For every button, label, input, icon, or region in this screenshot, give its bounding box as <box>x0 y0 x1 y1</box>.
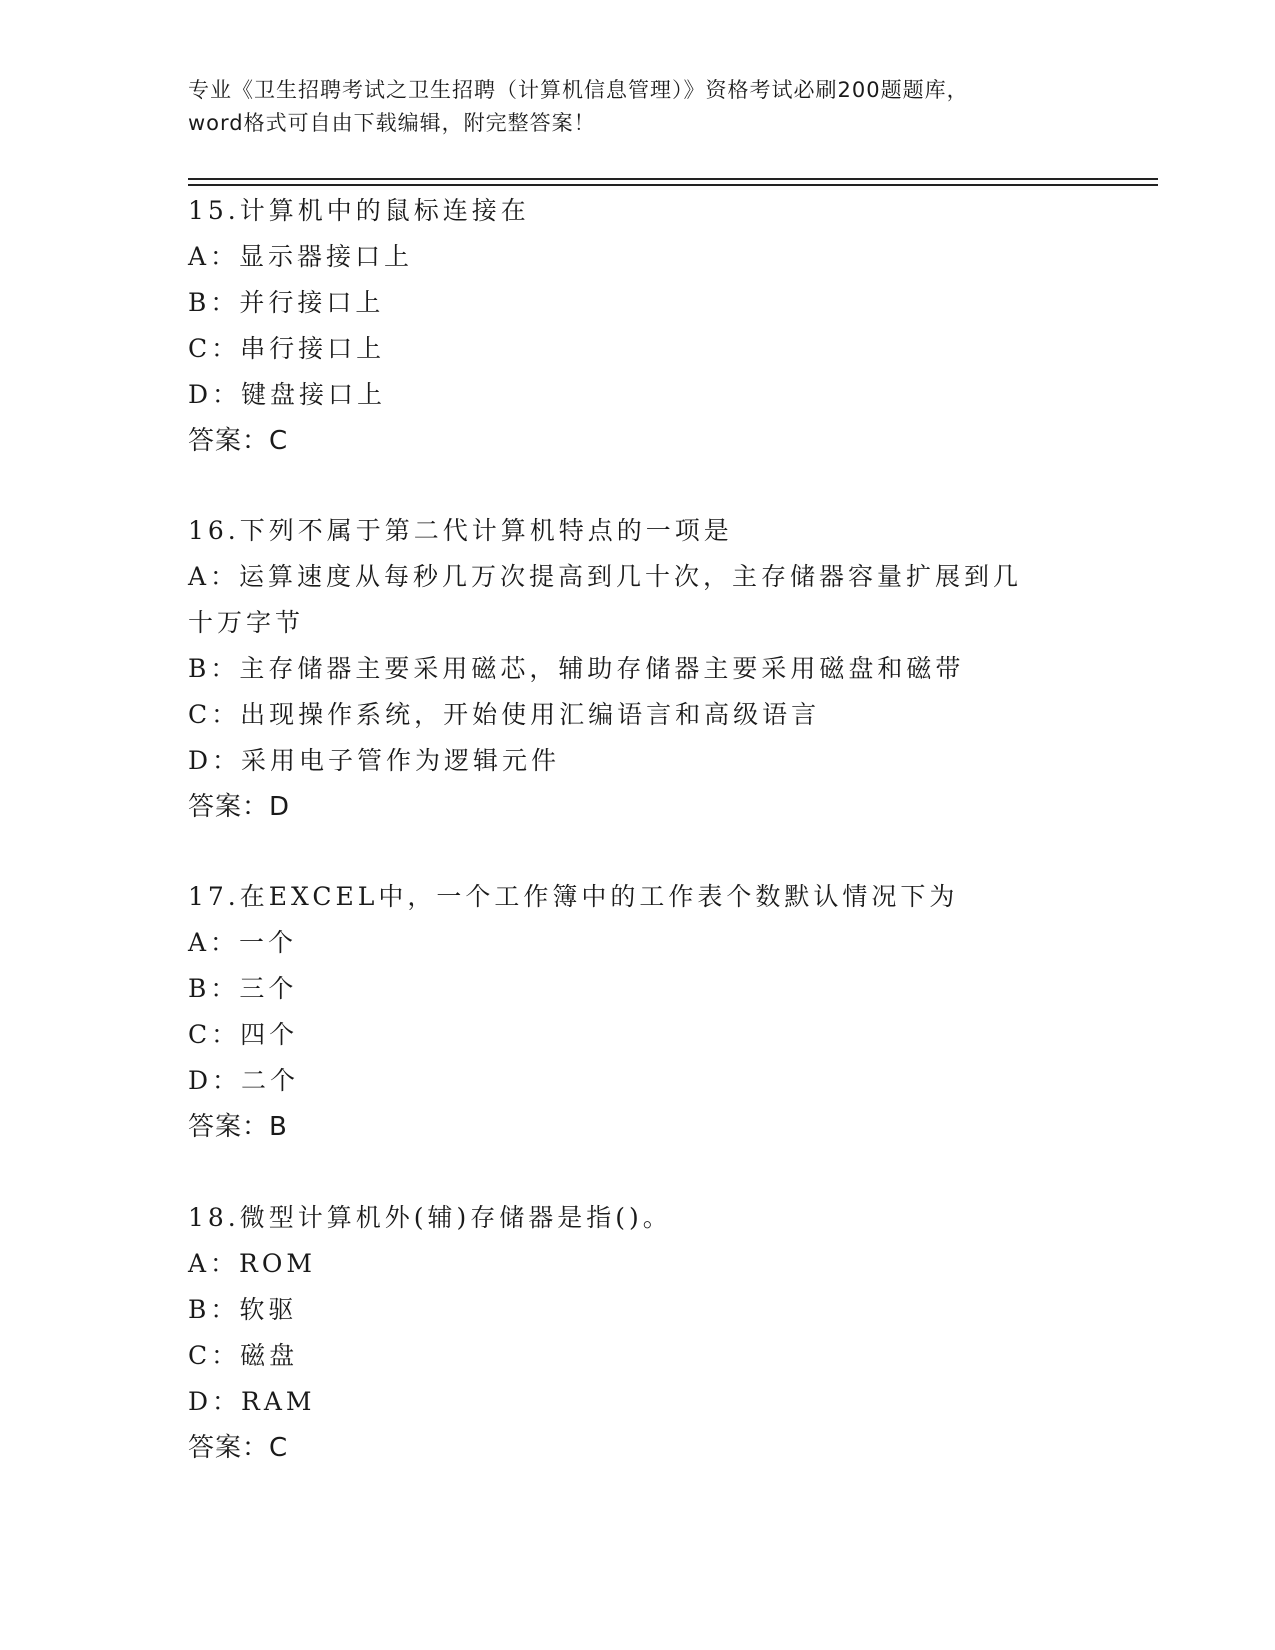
option-d: D：二个 <box>188 1066 300 1095</box>
question-17 <box>188 874 1108 1150</box>
option-b: B：软驱 <box>188 1295 298 1324</box>
option-d: D：RAM <box>188 1387 316 1416</box>
option-d: D：采用电子管作为逻辑元件 <box>188 746 561 775</box>
option-c: C：四个 <box>188 1020 299 1049</box>
answer: 答案：C <box>188 426 289 456</box>
option-c: C：磁盘 <box>188 1341 299 1370</box>
option-b: B：三个 <box>188 974 298 1003</box>
document-header <box>188 74 1088 140</box>
question-title: 17.在EXCEL中，一个工作簿中的工作表个数默认情况下为 <box>188 882 959 911</box>
header-line-2: word格式可自由下载编辑，附完整答案！ <box>188 111 596 135</box>
question-15 <box>188 188 1108 464</box>
option-a: A：运算速度从每秒几万次提高到几十次，主存储器容量扩展到几十万字节 <box>188 562 1023 637</box>
question-title: 18.微型计算机外(辅)存储器是指()。 <box>188 1203 672 1232</box>
answer: 答案：D <box>188 792 291 822</box>
option-b: B：并行接口上 <box>188 288 385 317</box>
option-a: A：ROM <box>188 1249 316 1278</box>
question-title: 16.下列不属于第二代计算机特点的一项是 <box>188 516 733 545</box>
option-c: C：出现操作系统，开始使用汇编语言和高级语言 <box>188 700 821 729</box>
option-a: A：显示器接口上 <box>188 242 414 271</box>
option-c: C：串行接口上 <box>188 334 386 363</box>
header-divider-top <box>188 178 1158 180</box>
option-b: B：主存储器主要采用磁芯，辅助存储器主要采用磁盘和磁带 <box>188 654 965 683</box>
option-d: D：键盘接口上 <box>188 380 387 409</box>
question-18 <box>188 1195 1108 1471</box>
answer: 答案：B <box>188 1112 288 1142</box>
option-a: A：一个 <box>188 928 298 957</box>
question-16 <box>188 508 1108 830</box>
answer: 答案：C <box>188 1433 289 1463</box>
header-line-1: 专业《卫生招聘考试之卫生招聘（计算机信息管理）》资格考试必刷200题题库， <box>188 78 969 102</box>
question-title: 15.计算机中的鼠标连接在 <box>188 196 530 225</box>
header-divider-bottom <box>188 184 1158 186</box>
